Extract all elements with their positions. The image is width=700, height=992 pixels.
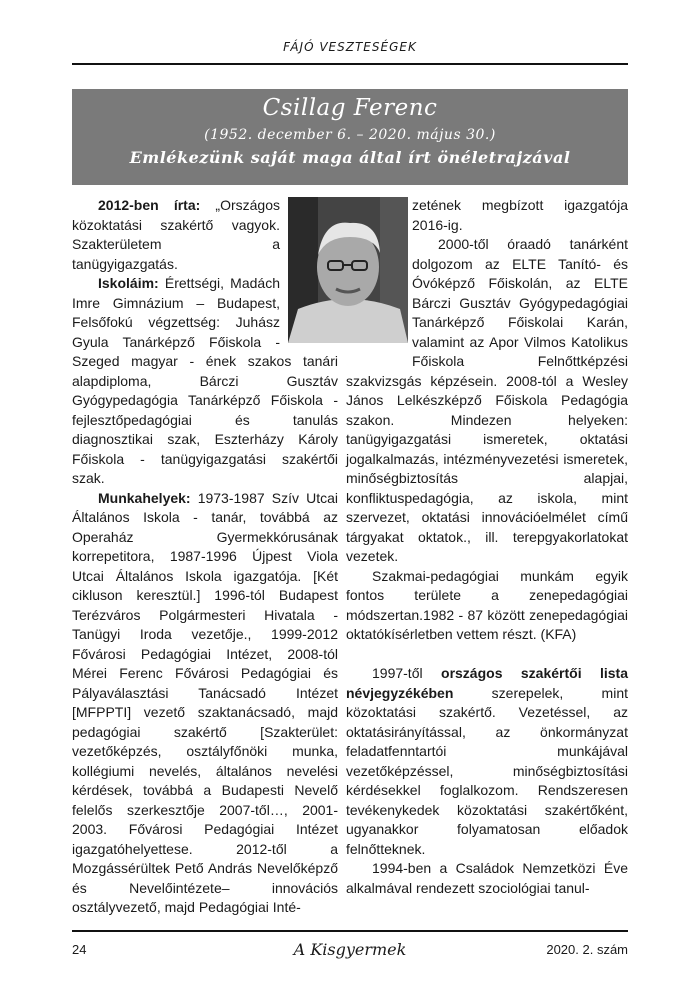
workplaces-label: Munkahelyek:	[98, 489, 191, 506]
expert-list-paragraph	[346, 664, 628, 859]
teaching-paragraph: 2000-től óraadó tanárként dolgozom az ELTE Tanító- és Óvóképző Főiskolán, az ELTE Bárczi Gusztáv Gyógypedagógiai Tanárképző Főiskolai Karán, valamint az Apor Vilmos Katolikus Főiskola Felnőttképzési szakvizsgás képzésein. 2008-tól a Wesley János Lelkészképző Főiskola Pedagógia szakon. Mindezen helyeken: tanügyigazgatási ismeretek, oktatási jogalkalmazás, intézményvezetési ismeretek, minőségbiztosítás alapjai, konfliktuspedagógia, az iskola, mint szervezet, oktatási innovációelmélet című tárgyakat oktatok., ill. terepgyakorlatokat vezetek.	[346, 236, 628, 564]
title-banner	[72, 89, 628, 185]
expert-list-text: szerepelek, mint közoktatási szakértő. Vezetéssel, az oktatásirányítással, az önkormányzat feladatfenntartói munkájával vezetőképzéssel, minőségbiztosítási kérdésekkel foglalkozom. Rendszeresen tevékenykedek közoktatási szakértőként, ugyanakkor folyamatosan előadok felnőtteknek.	[346, 684, 628, 857]
header-rule	[72, 63, 628, 65]
life-dates: (1952. december 6. – 2020. május 30.)	[204, 127, 496, 143]
memorial-subtitle: Emlékezünk saját maga által írt önéletrajzával	[129, 148, 571, 167]
workplaces-paragraph	[72, 489, 338, 918]
left-column-flow	[72, 196, 338, 918]
intro-label-flow: 2012-ben írta:	[98, 197, 201, 213]
right-column	[346, 196, 628, 898]
expert-list-pre: 1997-től	[372, 665, 442, 681]
issue-label: 2020. 2. szám	[546, 942, 628, 957]
photo-float-spacer-right	[346, 196, 412, 371]
paragraph-gap	[346, 645, 628, 665]
footer-rule	[72, 930, 628, 932]
music-pedagogy-paragraph: Szakmai-pedagógiai munkám egyik fontos területe a zenepedagógiai módszertan.1982 - 87 között zenepedagógiai oktatókísérletben vettem részt. (KFA)	[346, 567, 628, 642]
photo-float-spacer	[280, 196, 338, 344]
families-year-paragraph: 1994-ben a Családok Nemzetközi Éve alkalmával rendezett szociológiai tanul-	[346, 860, 628, 896]
continuation-paragraph: zetének megbízott igazgatója 2016-ig.	[412, 197, 628, 233]
schools-text: Érettségi, Madách Imre Gimnázium – Budapest, Felsőfokú végzettség: Juhász Gyula Tanárképző Főiskola - Szeged magyar - ének szakos tanári alapdiploma, Bárczi Gusztáv Gyógypedagógia Tanárképző Főiskola - fejlesztőpedagógiai és tanulás diagnosztikai szak, Eszterházy Károly Főiskola - tanügyigazgatási szakértői szak.	[72, 275, 338, 486]
section-header: FÁJÓ VESZTESÉGEK	[283, 40, 417, 54]
page-number: 24	[72, 942, 87, 957]
workplaces-text: 1973-1987 Szív Utcai Általános Iskola - tanár, továbbá az Operaház Gyermekkórusának korrepetitora, 1987-1996 Újpest Viola Utcai Általános Iskola igazgatója. [Két cikluson keresztül.] 1996-tól Budapest Terézváros Polgármesteri Hivatala - Tanügyi Iroda vezetője., 1999-2012 Fővárosi Pedagógiai Intézet, 2008-tól Mérei Ferenc Fővárosi Pedagógiai és Pályaválasztási Tanácsadó Intézet [MFPPTI] vezető szaktanácsadó, majd pedagógiai szakértő [Szakterület: vezetőképzés, osztályfőnöki munka, kollégiumi nevelés, általános nevelési kérdések, továbbá a Budapesti Nevelő felelős szerkesztője 2007-től…, 2001-2003. Fővárosi Pedagógiai Intézet igazgatóhelyettese. 2012-től a Mozgássérültek Pető András Nevelőképző és Nevelőintézete– innovációs osztályvezető, majd Pedagógiai Inté-	[72, 489, 338, 915]
intro-text-flow: „Országos közoktatási szakértő vagyok. Szakterületem a tanügyigazgatás.	[72, 197, 280, 272]
person-name: Csillag Ferenc	[262, 95, 438, 121]
expert-list-bold: országos szakértői lista névjegyzékében	[346, 665, 629, 701]
schools-label-flow: Iskoláim:	[98, 275, 159, 291]
magazine-name: A Kisgyermek	[293, 940, 407, 959]
